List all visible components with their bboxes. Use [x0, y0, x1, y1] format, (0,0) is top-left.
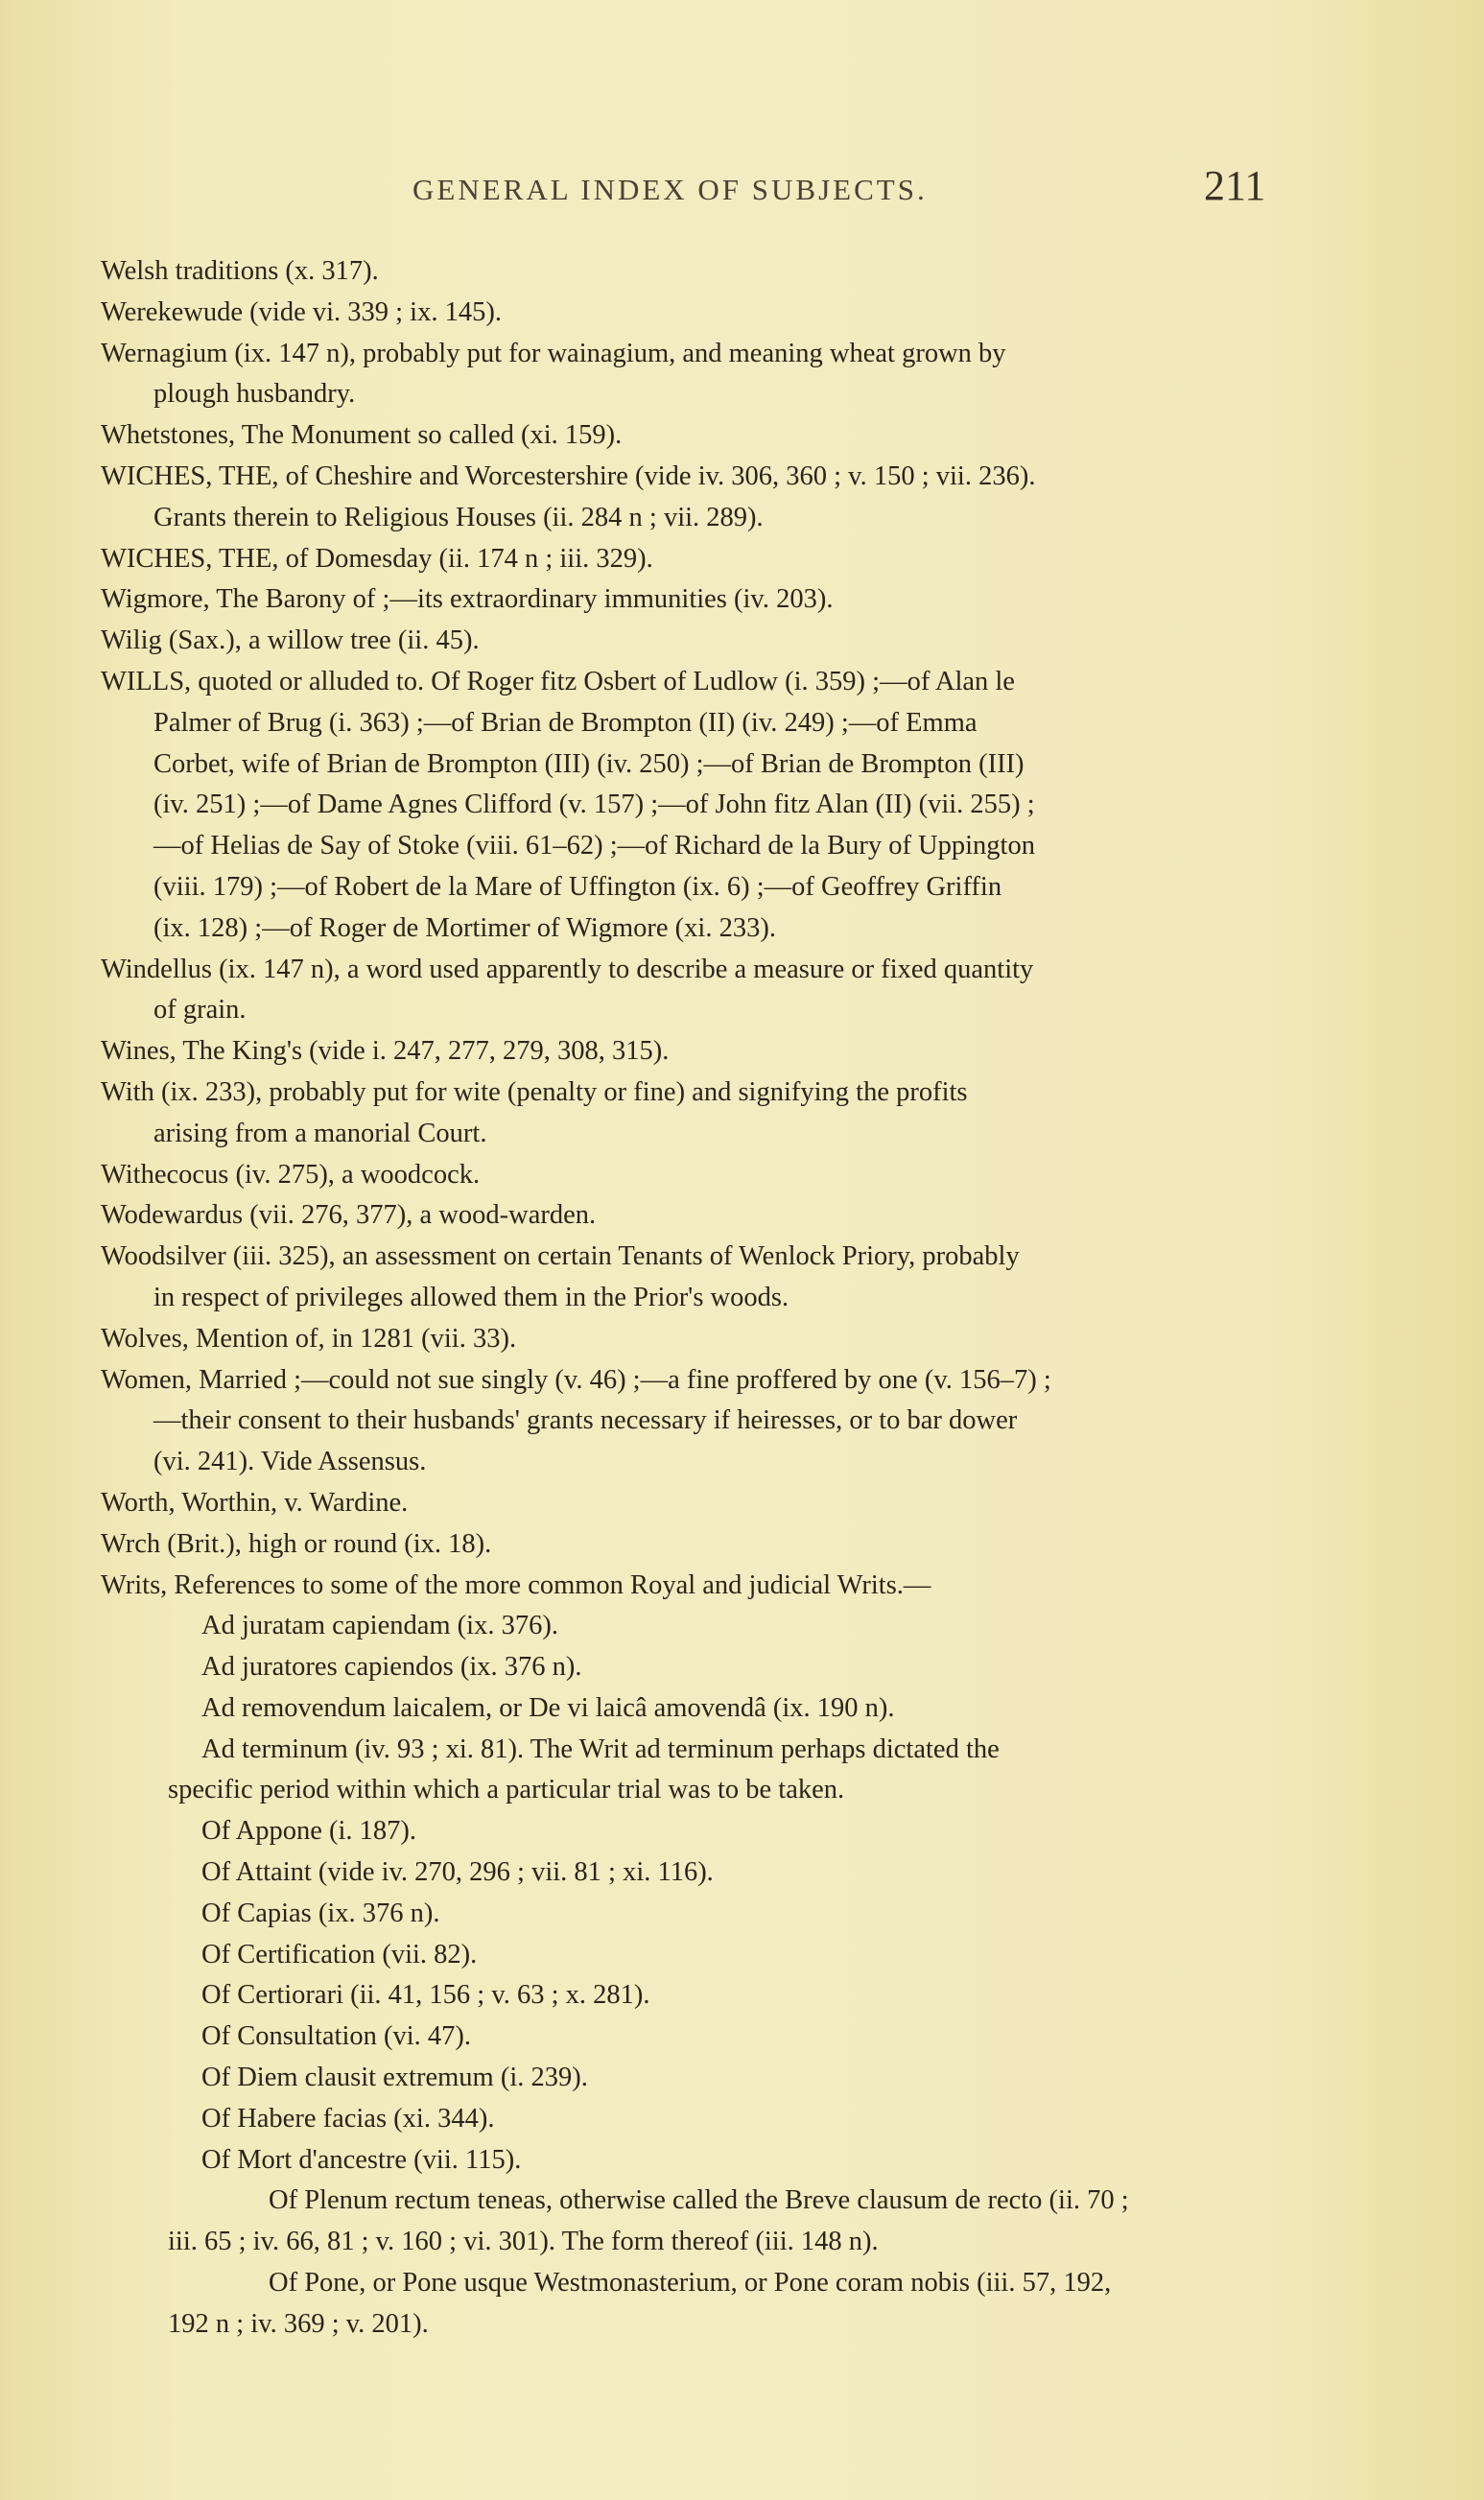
running-title: GENERAL INDEX OF SUBJECTS.	[412, 173, 928, 206]
index-entry: WICHES, THE, of Cheshire and Worcestershire (vide iv. 306, 360 ; v. 150 ; vii. 236). Grants therein to Religious Houses (ii. 284 n ; vii. 289).	[101, 460, 1036, 532]
index-entry: Wines, The King's (vide i. 247, 277, 279, 308, 315).	[101, 1036, 670, 1067]
index-entry: With (ix. 233), probably put for wite (penalty or fine) and signifying the profits arising from a manorial Court.	[101, 1076, 968, 1148]
index-entry: Of Certiorari (ii. 41, 156 ; v. 63 ; x. 281).	[201, 1980, 650, 2011]
index-entry: Wodewardus (vii. 276, 377), a wood-warden.	[101, 1200, 597, 1231]
index-entry: Wigmore, The Barony of ;—its extraordinary immunities (iv. 203).	[101, 584, 834, 615]
index-entry: Ad juratam capiendam (ix. 376).	[201, 1611, 558, 1641]
index-entry: Wernagium (ix. 147 n), probably put for wainagium, and meaning wheat grown by plough husbandry.	[101, 338, 1006, 410]
index-entry: Wrch (Brit.), high or round (ix. 18).	[101, 1528, 492, 1559]
index-entry: Of Plenum rectum teneas, otherwise called the Breve clausum de recto (ii. 70 ; iii. 65 ; iv. 66, 81 ; v. 160 ; vi. 301). The form thereof (iii. 148 n).	[168, 2185, 1129, 2257]
index-entry: Woodsilver (iii. 325), an assessment on certain Tenants of Wenlock Priory, probably in respect of privileges allowed them in the Prior's woods.	[101, 1241, 1020, 1312]
index-entry: Of Appone (i. 187).	[201, 1816, 417, 1847]
index-entry: Of Consultation (vi. 47).	[201, 2021, 472, 2052]
index-entry: WICHES, THE, of Domesday (ii. 174 n ; iii. 329).	[101, 543, 653, 574]
index-entry: Of Pone, or Pone usque Westmonasterium, or Pone coram nobis (iii. 57, 192, 192 n ; iv. 369 ; v. 201).	[168, 2268, 1112, 2339]
index-entries	[101, 251, 1290, 2346]
index-entry: Of Diem clausit extremum (i. 239).	[201, 2063, 588, 2093]
index-entry: Ad removendum laicalem, or De vi laicâ amovendâ (ix. 190 n).	[201, 1692, 895, 1723]
page-number: 211	[1204, 162, 1266, 209]
index-entry: Worth, Worthin, v. Wardine.	[101, 1487, 409, 1518]
index-entry: Ad terminum (iv. 93 ; xi. 81). The Writ ad terminum perhaps dictated the specific period within which a particular trial was to be taken.	[168, 1733, 1000, 1805]
index-entry: Wolves, Mention of, in 1281 (vii. 33).	[101, 1323, 517, 1354]
index-entry: Of Certification (vii. 82).	[201, 1939, 478, 1969]
index-entry: Of Mort d'ancestre (vii. 115).	[201, 2144, 522, 2175]
index-entry: Of Habere facias (xi. 344).	[201, 2103, 495, 2134]
page-header	[0, 161, 1484, 219]
index-entry: Writs, References to some of the more common Royal and judicial Writs.—	[101, 1569, 931, 1600]
index-entry: WILLS, quoted or alluded to. Of Roger fitz Osbert of Ludlow (i. 359) ;—of Alan le Palmer of Brug (i. 363) ;—of Brian de Brompton (II) (iv. 249) ;—of Emma Corbet, wife of Brian de Brompton (III) (iv. 250) ;—of Brian de Brompton (III) (iv. 251) ;—of Dame Agnes Clifford (v. 157) ;—of John fitz Alan (II) (vii. 255) ; —of Helias de Say of Stoke (viii. 61–62) ;—of Richard de la Bury of Uppington (viii. 179) ;—of Robert de la Mare of Uffington (ix. 6) ;—of Geoffrey Griffin (ix. 128) ;—of Roger de Mortimer of Wigmore (xi. 233).	[101, 666, 1035, 943]
index-entry: Of Attaint (vide iv. 270, 296 ; vii. 81 ; xi. 116).	[201, 1857, 714, 1888]
index-entry: Of Capias (ix. 376 n).	[201, 1898, 440, 1928]
index-entry: Women, Married ;—could not sue singly (v. 46) ;—a fine proffered by one (v. 156–7) ; —their consent to their husbands' grants necessary if heiresses, or to bar dower (vi. 241). Vide Assensus.	[101, 1364, 1051, 1477]
index-entry: Whetstones, The Monument so called (xi. 159).	[101, 420, 623, 451]
index-entry: Windellus (ix. 147 n), a word used apparently to describe a measure or fixed quantity of grain.	[101, 954, 1034, 1026]
index-entry: Welsh traditions (x. 317).	[101, 256, 379, 286]
index-entry: Wilig (Sax.), a willow tree (ii. 45).	[101, 625, 480, 656]
index-entry: Ad juratores capiendos (ix. 376 n).	[201, 1652, 582, 1683]
index-entry: Withecocus (iv. 275), a woodcock.	[101, 1159, 481, 1190]
index-entry: Werekewude (vide vi. 339 ; ix. 145).	[101, 296, 502, 327]
